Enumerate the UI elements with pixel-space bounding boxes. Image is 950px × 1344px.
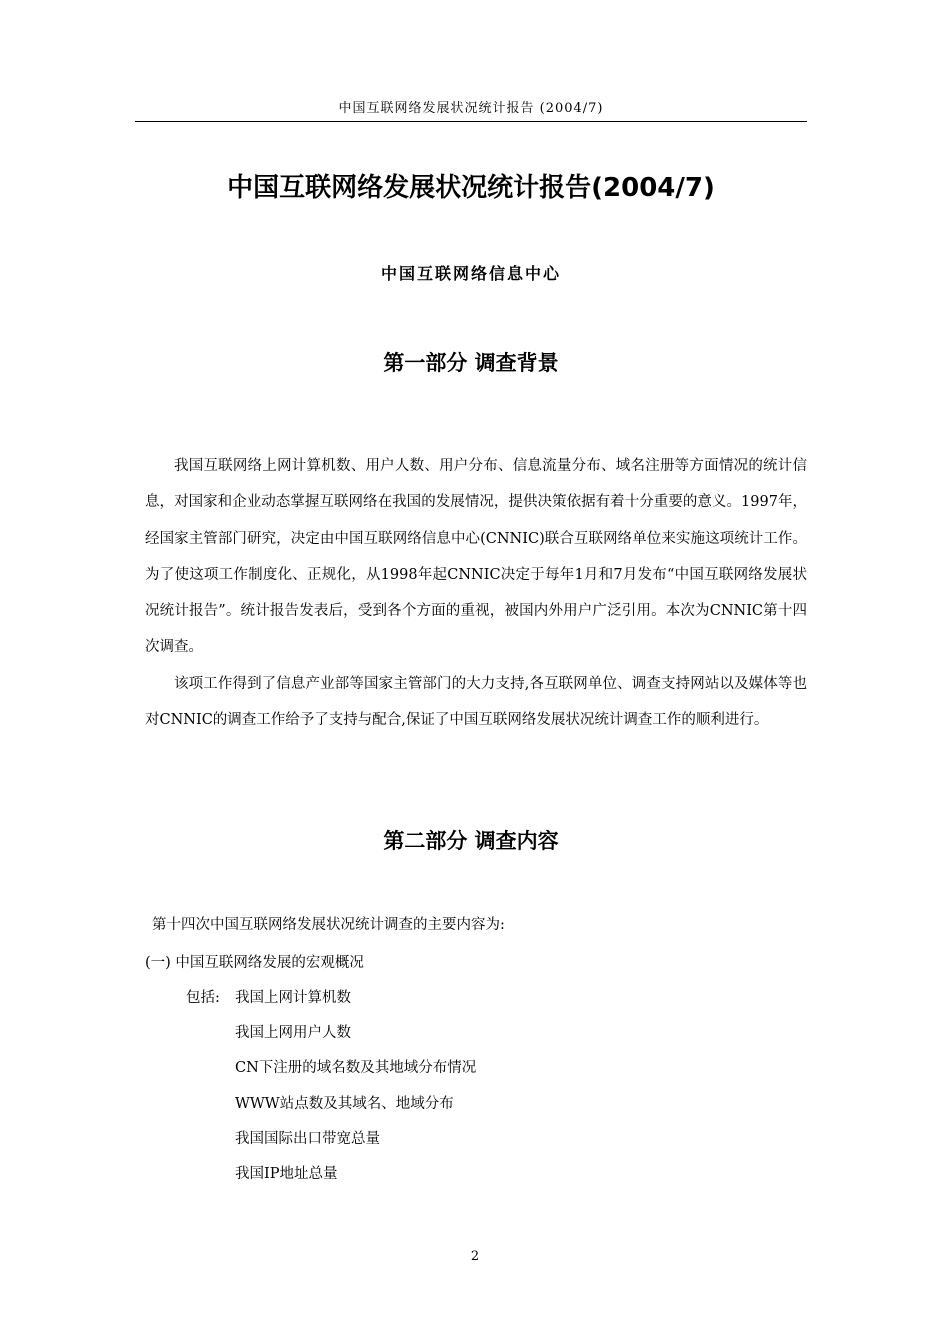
section1-paragraph: 该项工作得到了信息产业部等国家主管部门的大力支持,各互联网单位、调查支持网站以及媒体等也对CNNIC的调查工作给予了支持与配合,保证了中国互联网络发展状况统计调查工作的顺利进行。 (145, 676, 807, 729)
includes-list (235, 986, 476, 1197)
running-header: 中国互联网络发展状况统计报告 (2004/7) (338, 101, 604, 116)
header-divider (135, 121, 807, 122)
section2-heading: 第二部分 调查内容 (383, 829, 559, 853)
page-number: 2 (470, 1249, 480, 1264)
section2-intro: 第十四次中国互联网络发展状况统计调查的主要内容为: (152, 917, 505, 933)
list-item: 我国国际出口带宽总量 (235, 1130, 380, 1147)
section1-paragraph-2-block (145, 666, 807, 739)
section1-paragraph-1-block (145, 448, 807, 666)
organization-name: 中国互联网络信息中心 (380, 264, 561, 283)
list-item: 我国上网计算机数 (235, 990, 351, 1006)
subsection1-heading: (一) 中国互联网络发展的宏观概况 (145, 955, 364, 971)
list-item: WWW站点数及其域名、地域分布 (235, 1095, 454, 1112)
list-item: 我国上网用户人数 (235, 1025, 351, 1042)
list-item: 我国IP地址总量 (235, 1165, 338, 1182)
list-item: CN下注册的域名数及其地域分布情况 (235, 1060, 477, 1077)
includes-label: 包括: (186, 990, 220, 1006)
section1-heading: 第一部分 调查背景 (383, 351, 559, 375)
document-title: 中国互联网络发展状况统计报告(2004/7) (227, 173, 715, 203)
section1-paragraph: 我国互联网络上网计算机数、用户人数、用户分布、信息流量分布、域名注册等方面情况的统计信息，对国家和企业动态掌握互联网络在我国的发展情况，提供决策依据有着十分重要的意义。1997年，经国家主管部门研究，决定由中国互联网络信息中心(CNNIC)联合互联网络单位来实施这项统计工作。为了使这项工作制度化、正规化，从1998年起CNNIC决定于每年1月和7月发布“中国互联网络发展状况统计报告”。统计报告发表后，受到各个方面的重视，被国内外用户广泛引用。本次为CNNIC第十四次调查。 (145, 458, 807, 656)
